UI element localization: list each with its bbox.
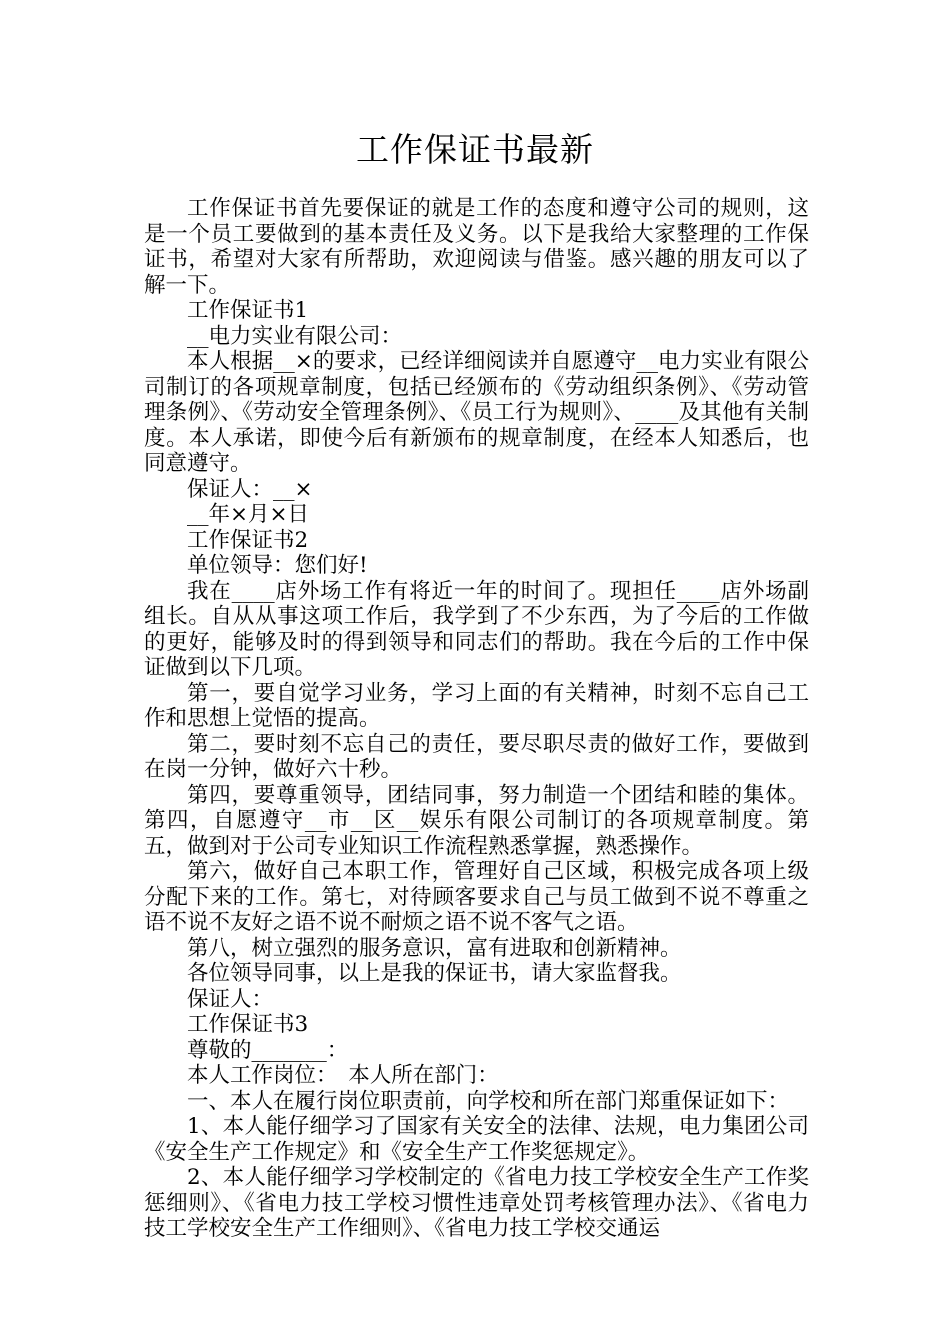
body-paragraph: 我在____店外场工作有将近一年的时间了。现担任____店外场副组长。自从从事这项工作后，我学到了不少东西，为了今后的工作做的更好，能够及时的得到领导和同志们的帮助。我在今后的工作中保证做到以下几项。 [144, 578, 809, 680]
signature-line: 保证人： [187, 986, 274, 1012]
addressee-2: 单位领导：您们好! [187, 553, 368, 578]
date-line: __年×月×日 [187, 502, 310, 527]
body-paragraph: 2、本人能仔细学习学校制定的《省电力技工学校安全生产工作奖惩细则》、《省电力技工学校习惯性违章处罚考核管理办法》、《省电力技工学校安全生产工作细则》、《省电力技工学校交通运 [144, 1165, 809, 1241]
section-heading-3: 工作保证书3 [187, 1012, 309, 1037]
body-paragraph: 一、本人在履行岗位职责前，向学校和所在部门郑重保证如下： [187, 1088, 790, 1114]
body-paragraph: 第四，要尊重领导，团结同事，努力制造一个团结和睦的集体。第四，自愿遵守__市__区__娱乐有限公司制订的各项规章制度。第五，做到对于公司专业知识工作流程熟悉掌握，熟悉操作。 [144, 782, 809, 859]
position-line: 本人工作岗位： 本人所在部门： [187, 1063, 499, 1088]
body-paragraph: 第二，要时刻不忘自己的责任，要尽职尽责的做好工作，要做到在岗一分钟，做好六十秒。 [144, 731, 809, 782]
signature-line: 保证人：__× [187, 476, 313, 502]
body-paragraph: 第一，要自觉学习业务，学习上面的有关精神，时刻不忘自己工作和思想上觉悟的提高。 [144, 680, 809, 731]
document-title: 工作保证书最新 [356, 130, 594, 169]
body-paragraph: 本人根据__×的要求，已经详细阅读并自愿遵守__电力实业有限公司制订的各项规章制度，包括已经颁布的《劳动组织条例》、《劳动管理条例》、《劳动安全管理条例》、《员工行为规则》、____及其他有关制度。本人承诺，即使今后有新颁布的规章制度，在经本人知悉后，也同意遵守。 [144, 349, 809, 476]
document-body [144, 196, 809, 1242]
body-paragraph: 1、本人能仔细学习了国家有关安全的法律、法规，电力集团公司《安全生产工作规定》和《安全生产工作奖惩规定》。 [144, 1114, 809, 1165]
body-paragraph: 第六，做好自己本职工作，管理好自己区域，积极完成各项上级分配下来的工作。第七，对待顾客要求自己与员工做到不说不尊重之语不说不友好之语不说不耐烦之语不说不客气之语。 [144, 859, 809, 935]
addressee-3: 尊敬的_______： [187, 1037, 349, 1063]
intro-paragraph: 工作保证书首先要保证的就是工作的态度和遵守公司的规则，这是一个员工要做到的基本责任及义务。以下是我给大家整理的工作保证书，希望对大家有所帮助，欢迎阅读与借鉴。感兴趣的朋友可以了解一下。 [144, 196, 809, 298]
section-heading-1: 工作保证书1 [187, 298, 309, 323]
body-paragraph: 各位领导同事，以上是我的保证书，请大家监督我。 [187, 961, 682, 986]
addressee-1: __电力实业有限公司： [187, 323, 403, 349]
section-heading-2: 工作保证书2 [187, 527, 309, 553]
body-paragraph: 第八，树立强烈的服务意识，富有进取和创新精神。 [187, 935, 682, 961]
